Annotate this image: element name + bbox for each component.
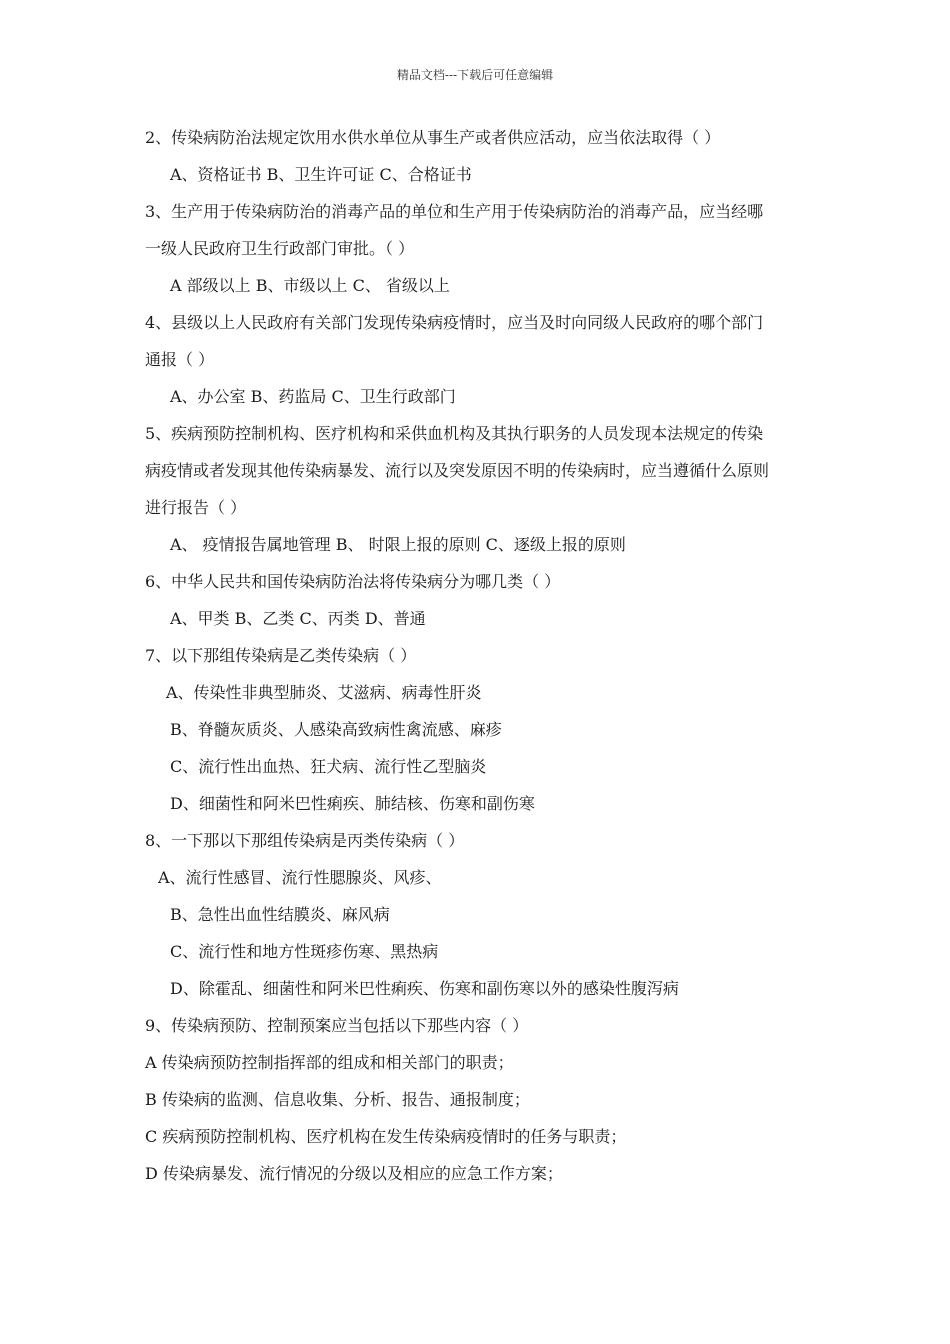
question-5-text: 5、疾病预防控制机构、医疗机构和采供血机构及其执行职务的人员发现本法规定的传染 xyxy=(145,424,764,443)
question-7-text: 7、以下那组传染病是乙类传染病（ ） xyxy=(145,646,417,665)
question-9-text: 9、传染病预防、控制预案应当包括以下那些内容（ ） xyxy=(145,1016,529,1035)
question-7-option-c: C、流行性出血热、狂犬病、流行性乙型脑炎 xyxy=(170,757,487,776)
question-2-options: A、资格证书 B、卫生许可证 C、合格证书 xyxy=(170,165,472,184)
question-4-text: 4、县级以上人民政府有关部门发现传染病疫情时，应当及时向同级人民政府的哪个部门 xyxy=(145,313,764,332)
question-7-option-b: B、脊髓灰质炎、人感染高致病性禽流感、麻疹 xyxy=(170,720,502,739)
question-3-options: A 部级以上 B、市级以上 C、 省级以上 xyxy=(170,276,450,295)
question-9-option-b: B 传染病的监测、信息收集、分析、报告、通报制度； xyxy=(145,1090,530,1109)
question-9-option-d: D 传染病暴发、流行情况的分级以及相应的应急工作方案； xyxy=(145,1164,563,1183)
question-4-options: A、办公室 B、药监局 C、卫生行政部门 xyxy=(170,387,456,406)
question-8-option-b: B、急性出血性结膜炎、麻风病 xyxy=(170,905,390,924)
question-5-text-cont-2: 进行报告（ ） xyxy=(145,498,247,517)
question-7-option-a: A、传染性非典型肺炎、艾滋病、病毒性肝炎 xyxy=(166,683,482,702)
question-2-text: 2、传染病防治法规定饮用水供水单位从事生产或者供应活动，应当依法取得（ ） xyxy=(145,128,721,147)
question-9-option-a: A 传染病预防控制指挥部的组成和相关部门的职责； xyxy=(145,1053,514,1072)
question-3-text: 3、生产用于传染病防治的消毒产品的单位和生产用于传染病防治的消毒产品，应当经哪 xyxy=(145,202,764,221)
question-5-options: A、 疫情报告属地管理 B、 时限上报的原则 C、逐级上报的原则 xyxy=(170,535,626,554)
question-4-text-cont: 通报（ ） xyxy=(145,350,215,369)
question-3-text-cont: 一级人民政府卫生行政部门审批。（ ） xyxy=(145,239,415,258)
page-header: 精品文档---下载后可任意编辑 xyxy=(396,68,554,82)
question-6-text: 6、中华人民共和国传染病防治法将传染病分为哪几类（ ） xyxy=(145,572,561,591)
question-6-options: A、甲类 B、乙类 C、丙类 D、普通 xyxy=(170,609,426,628)
question-8-option-d: D、除霍乱、细菌性和阿米巴性痢疾、伤寒和副伤寒以外的感染性腹泻病 xyxy=(170,979,679,998)
question-8-option-c: C、流行性和地方性斑疹伤寒、黑热病 xyxy=(170,942,439,961)
question-8-text: 8、一下那以下那组传染病是丙类传染病（ ） xyxy=(145,831,465,850)
question-7-option-d: D、细菌性和阿米巴性痢疾、肺结核、伤寒和副伤寒 xyxy=(170,794,535,813)
question-8-option-a: A、流行性感冒、流行性腮腺炎、风疹、 xyxy=(158,868,442,887)
question-5-text-cont: 病疫情或者发现其他传染病暴发、流行以及突发原因不明的传染病时，应当遵循什么原则 xyxy=(145,461,770,480)
question-9-option-c: C 疾病预防控制机构、医疗机构在发生传染病疫情时的任务与职责； xyxy=(145,1127,627,1146)
